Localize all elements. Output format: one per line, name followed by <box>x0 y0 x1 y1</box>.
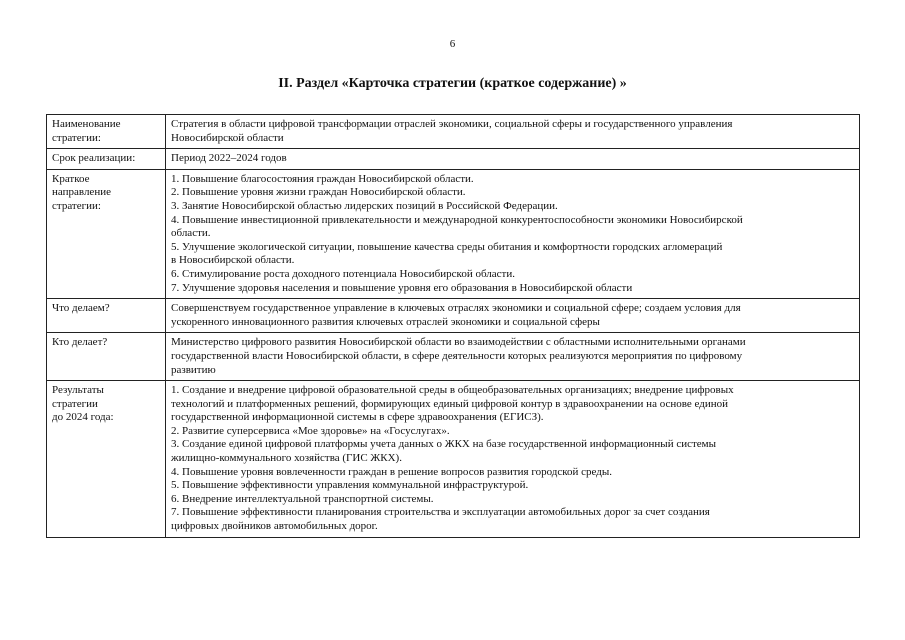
row-content-line: 6. Внедрение интеллектуальной транспортной системы. <box>171 492 434 505</box>
row-label-cell <box>47 381 166 538</box>
section-title: II. Раздел «Карточка стратегии (краткое содержание) » <box>278 76 627 91</box>
row-content-cell <box>166 299 860 333</box>
row-content-line: 4. Повышение инвестиционной привлекательности и международной конкурентоспособности экономики Новосибирской <box>171 213 743 226</box>
row-content-line: 2. Развитие суперсервиса «Мое здоровье» на «Госуслугах». <box>171 424 450 437</box>
row-content-line: 1. Повышение благосостояния граждан Новосибирской области. <box>171 172 474 185</box>
row-label-line: стратегии: <box>52 199 101 212</box>
row-content-line: Период 2022–2024 годов <box>171 152 287 165</box>
row-content-line: Совершенствуем государственное управление в ключевых отраслях экономики и социальной сфере; создаем условия для <box>171 302 741 315</box>
row-label-line: Что делаем? <box>52 302 110 315</box>
row-content-line: развитию <box>171 363 216 376</box>
table-row <box>47 149 860 170</box>
row-content-line: 3. Создание единой цифровой платформы учета данных о ЖКХ на базе государственной информационный системы <box>171 438 717 451</box>
row-content-line: области. <box>171 227 211 240</box>
row-content-line: 5. Улучшение экологической ситуации, повышение качества среды обитания и комфортности городских агломераций <box>171 240 723 253</box>
row-label-line: до 2024 года: <box>52 411 114 424</box>
row-content-line: государственной власти Новосибирской области, в сфере деятельности которых реализуются мероприятия по цифровому <box>171 349 743 362</box>
row-content-line: 6. Стимулирование роста доходного потенциала Новосибирской области. <box>171 267 515 280</box>
row-content-line: 7. Повышение эффективности планирования строительства и эксплуатации автомобильных дорог за счет создания <box>171 506 710 519</box>
row-content-line: Стратегия в области цифровой трансформации отраслей экономики, социальной сферы и государственного управления <box>171 118 733 130</box>
row-content-cell <box>166 115 860 149</box>
row-content-line: государственной информационной системы в сфере здравоохранения (ЕГИСЗ). <box>171 411 544 424</box>
row-label-cell <box>47 149 166 170</box>
table-row <box>47 169 860 298</box>
row-content-line: 2. Повышение уровня жизни граждан Новосибирской области. <box>171 186 466 199</box>
row-content-line: Министерство цифрового развития Новосибирской области во взаимодействии с областными исполнительными органами <box>171 336 746 349</box>
row-content-line: ускоренного инновационного развития ключевых отраслей экономики и социальной сферы <box>171 315 600 328</box>
row-content-cell <box>166 149 860 170</box>
row-label-cell <box>47 115 166 149</box>
row-content-line: 4. Повышение уровня вовлеченности граждан в решение вопросов развития городской среды. <box>171 465 613 478</box>
row-label-line: Наименование <box>52 118 121 130</box>
row-content-line: 7. Улучшение здоровья населения и повышение уровня его образования в Новосибирской области <box>171 281 633 294</box>
row-label-line: Срок реализации: <box>52 152 136 165</box>
row-content-line: 3. Занятие Новосибирской областью лидерских позиций в Российской Федерации. <box>171 199 558 212</box>
row-label-line: Краткое <box>52 172 90 185</box>
row-label-line: Результаты <box>52 384 104 397</box>
page-number: 6 <box>449 38 456 50</box>
row-label-line: стратегии <box>52 397 98 410</box>
row-content-cell <box>166 169 860 298</box>
row-label-line: направление <box>52 186 111 199</box>
row-content-line: в Новосибирской области. <box>171 254 295 267</box>
row-label-cell <box>47 299 166 333</box>
strategy-card-body <box>47 115 860 538</box>
row-content-line: 1. Создание и внедрение цифровой образовательной среды в общеобразовательных организациях; внедрение цифровых <box>171 384 734 397</box>
table-row <box>47 381 860 538</box>
row-content-line: 5. Повышение эффективности управления коммунальной инфраструктурой. <box>171 479 529 492</box>
row-label-cell <box>47 333 166 381</box>
table-row <box>47 115 860 149</box>
row-content-cell <box>166 333 860 381</box>
row-label-cell <box>47 169 166 298</box>
row-label-line: стратегии: <box>52 131 101 144</box>
row-content-line: цифровых двойников автомобильных дорог. <box>171 520 378 533</box>
row-content-line: технологий и платформенных решений, формирующих единый цифровой контур в здравоохранении на основе единой <box>171 397 728 410</box>
table-row <box>47 333 860 381</box>
table-row <box>47 299 860 333</box>
strategy-card-table <box>46 114 860 538</box>
row-content-line: жилищно-коммунального хозяйства (ГИС ЖКХ). <box>171 452 402 465</box>
row-content-cell <box>166 381 860 538</box>
row-content-line: Новосибирской области <box>171 131 284 144</box>
row-label-line: Кто делает? <box>52 336 108 349</box>
